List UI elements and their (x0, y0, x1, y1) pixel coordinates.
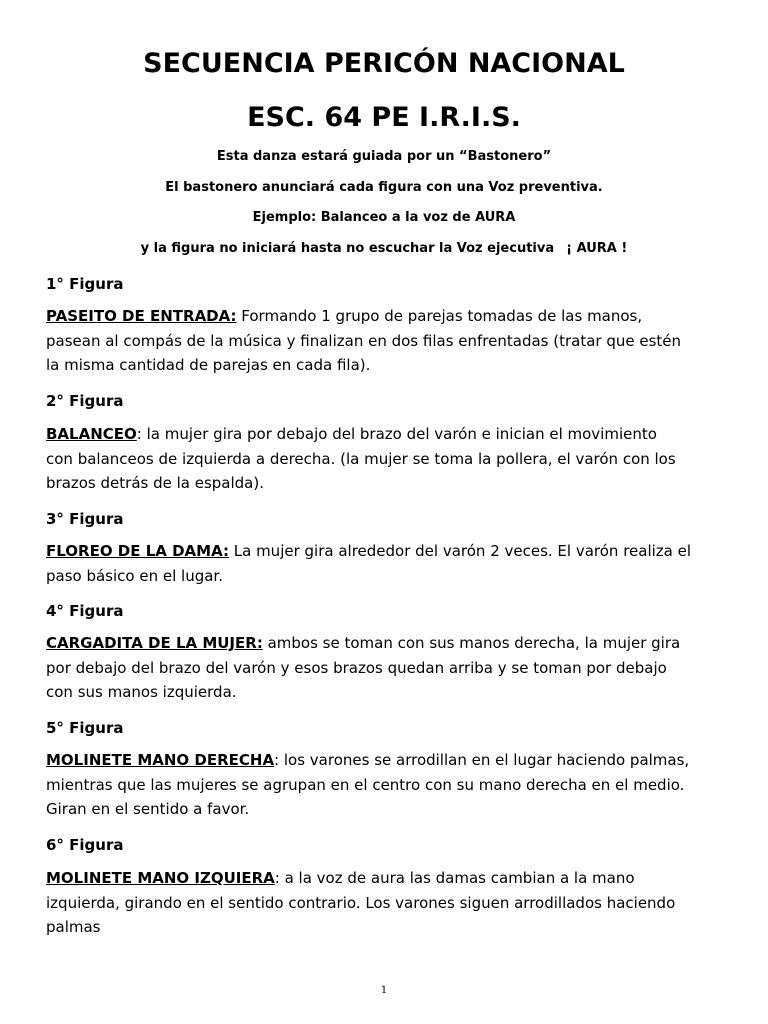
figure-4-paragraph (46, 631, 726, 705)
figure-term: MOLINETE MANO IZQUIERA (46, 869, 275, 887)
paragraph-line: palmas (46, 918, 101, 936)
paragraph-line: brazos detrás de la espalda). (46, 474, 264, 492)
figure-1-heading (46, 272, 726, 297)
intro-line-4-call: ¡ AURA ! (566, 241, 628, 256)
figure-heading: 5° Figura (46, 719, 124, 737)
intro-line-4 (0, 240, 768, 258)
figure-term: MOLINETE MANO DERECHA (46, 751, 275, 769)
paragraph-text: : a la voz de aura las damas cambian a la mano (274, 869, 635, 887)
figure-6-heading (46, 833, 726, 858)
paragraph-line: por debajo del brazo del varón y esos brazos quedan arriba y se toman por debajo (46, 658, 667, 677)
intro-line-1: Esta danza estará guiada por un “Bastonero” (216, 149, 552, 164)
figure-term: PASEITO DE ENTRADA: (46, 307, 237, 325)
intro-line-2: El bastonero anunciará cada figura con una Voz preventiva. (165, 180, 603, 195)
paragraph-line (46, 304, 726, 329)
figure-6-paragraph (46, 866, 726, 940)
intro-line-3: Ejemplo: Balanceo a la voz de AURA (252, 210, 516, 225)
figure-heading: 2° Figura (46, 392, 124, 410)
paragraph-text: Formando 1 grupo de parejas tomadas de las manos, (236, 307, 643, 325)
figure-5-paragraph (46, 748, 726, 822)
figure-heading: 6° Figura (46, 836, 124, 854)
document-title: SECUENCIA PERICÓN NACIONAL (143, 48, 625, 79)
paragraph-line: mientras que las mujeres se agrupan en el centro con su mano derecha en el medio. (46, 775, 685, 794)
figure-3-heading (46, 507, 726, 532)
figure-5-heading (46, 716, 726, 741)
paragraph-line (46, 539, 726, 564)
paragraph-line: Giran en el sentido a favor. (46, 800, 250, 818)
paragraph-line: con sus manos izquierda. (46, 683, 237, 701)
figure-2-heading (46, 389, 726, 414)
paragraph-line (46, 866, 726, 891)
paragraph-line (46, 422, 726, 447)
figure-1-paragraph (46, 304, 726, 378)
paragraph-line: paso básico en el lugar. (46, 566, 223, 585)
figure-4-heading (46, 599, 726, 624)
figure-2-paragraph (46, 422, 726, 496)
paragraph-text: : los varones se arrodillan en el lugar haciendo palmas, (274, 751, 690, 769)
paragraph-line (46, 748, 726, 773)
paragraph-line: pasean al compás de la música y finalizan en dos filas enfrentadas (tratar que estén (46, 331, 682, 350)
figure-heading: 1° Figura (46, 275, 124, 293)
paragraph-line: con balanceos de izquierda a derecha. (la mujer se toma la pollera, el varón con los (46, 449, 676, 468)
paragraph-text: La mujer gira alrededor del varón 2 veces. El varón realiza el (228, 542, 692, 560)
figure-heading: 4° Figura (46, 602, 124, 620)
paragraph-line (46, 631, 726, 656)
figure-term: FLOREO DE LA DAMA: (46, 542, 229, 560)
document-subtitle: ESC. 64 PE I.R.I.S. (247, 102, 521, 133)
paragraph-line: izquierda, girando en el sentido contrario. Los varones siguen arrodillados haciendo (46, 893, 676, 912)
paragraph-text: : la mujer gira por debajo del brazo del varón e inician el movimiento (136, 425, 657, 443)
figure-term: BALANCEO (46, 425, 137, 443)
intro-line-4-text: y la figura no iniciará hasta no escuchar la Voz ejecutiva (140, 241, 555, 256)
paragraph-text: ambos se toman con sus manos derecha, la mujer gira (262, 634, 681, 652)
page-number: 1 (380, 985, 388, 996)
paragraph-line: la misma cantidad de parejas en cada fila). (46, 356, 371, 374)
figure-heading: 3° Figura (46, 510, 124, 528)
figure-3-paragraph (46, 539, 726, 588)
figure-term: CARGADITA DE LA MUJER: (46, 634, 263, 652)
